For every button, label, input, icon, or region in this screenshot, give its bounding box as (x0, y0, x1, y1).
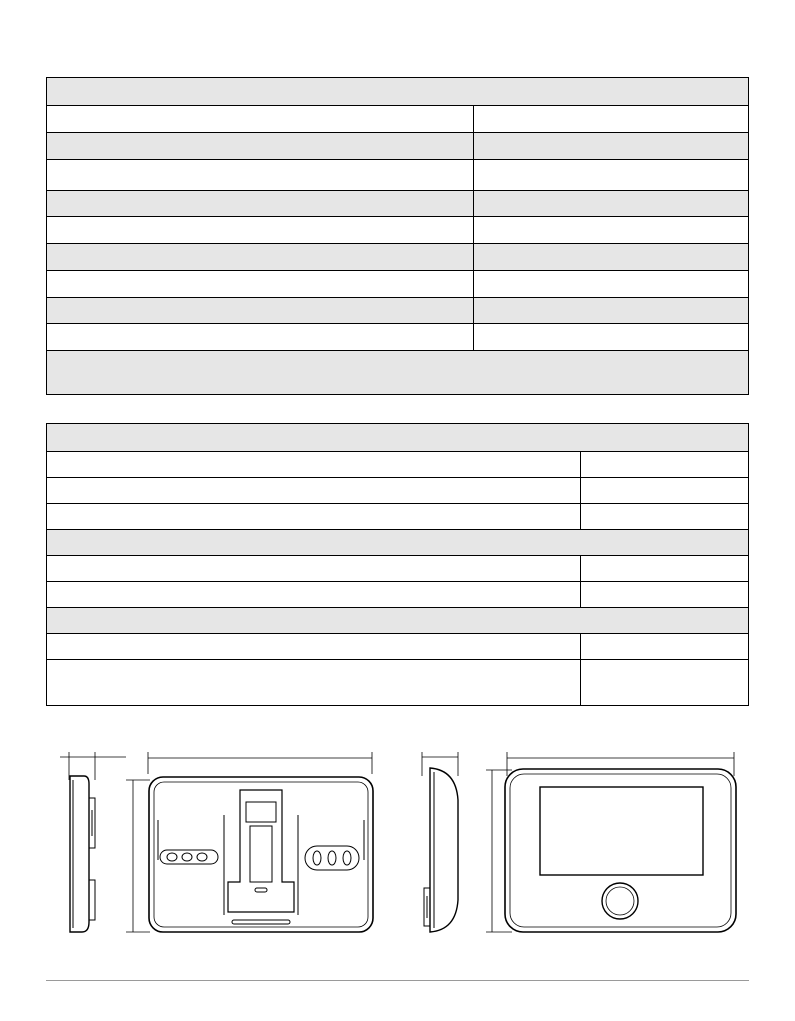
spec-table-2 (46, 423, 749, 706)
table2-label (47, 452, 580, 477)
table1-value (473, 160, 748, 190)
side-view-device (422, 752, 458, 932)
table1-value (473, 271, 748, 297)
table2-section3-header (47, 608, 748, 633)
table1-note-row (47, 350, 748, 394)
side-view-back-plate (60, 752, 126, 932)
table-row (47, 323, 748, 350)
table-row (47, 555, 748, 581)
table1-header (47, 78, 748, 105)
table1-note (47, 351, 748, 394)
spec-table-1 (46, 77, 749, 395)
table-row (47, 105, 748, 132)
table2-label (47, 478, 580, 503)
table-row (47, 633, 748, 659)
table1-value (473, 298, 748, 323)
table1-value (473, 133, 748, 159)
table2-value (580, 634, 748, 659)
table2-value (580, 660, 748, 705)
table1-value (473, 244, 748, 270)
table-row (47, 243, 748, 270)
footer-divider (46, 980, 749, 981)
table-row (47, 270, 748, 297)
table1-label (47, 298, 473, 323)
table2-value (580, 582, 748, 607)
table2-value (580, 478, 748, 503)
table1-value (473, 324, 748, 350)
table1-header-row (47, 78, 748, 105)
table-row (47, 477, 748, 503)
back-plate-drawing (126, 752, 373, 932)
table-row (47, 659, 748, 705)
table-row (47, 297, 748, 323)
table1-label (47, 217, 473, 243)
table1-value (473, 191, 748, 216)
table2-label (47, 634, 580, 659)
table1-label (47, 191, 473, 216)
table-row (47, 190, 748, 216)
table2-label (47, 660, 580, 705)
dimension-drawings (0, 740, 795, 950)
table2-value (580, 452, 748, 477)
table1-label (47, 271, 473, 297)
table2-label (47, 504, 580, 529)
table2-value (580, 556, 748, 581)
table1-label (47, 244, 473, 270)
table-row (47, 451, 748, 477)
table1-value (473, 217, 748, 243)
table2-section2-header-row (47, 529, 748, 555)
table2-value (580, 504, 748, 529)
table2-header (47, 424, 748, 451)
table1-label (47, 160, 473, 190)
table-row (47, 159, 748, 190)
table-row (47, 132, 748, 159)
device-drawing (486, 752, 736, 932)
table2-label (47, 582, 580, 607)
table1-value (473, 106, 748, 132)
table2-header-row (47, 424, 748, 451)
table2-section3-header-row (47, 607, 748, 633)
table2-label (47, 556, 580, 581)
table1-label (47, 133, 473, 159)
table2-section2-header (47, 530, 748, 555)
table1-label (47, 324, 473, 350)
table-row (47, 581, 748, 607)
table1-label (47, 106, 473, 132)
table-row (47, 503, 748, 529)
table-row (47, 216, 748, 243)
